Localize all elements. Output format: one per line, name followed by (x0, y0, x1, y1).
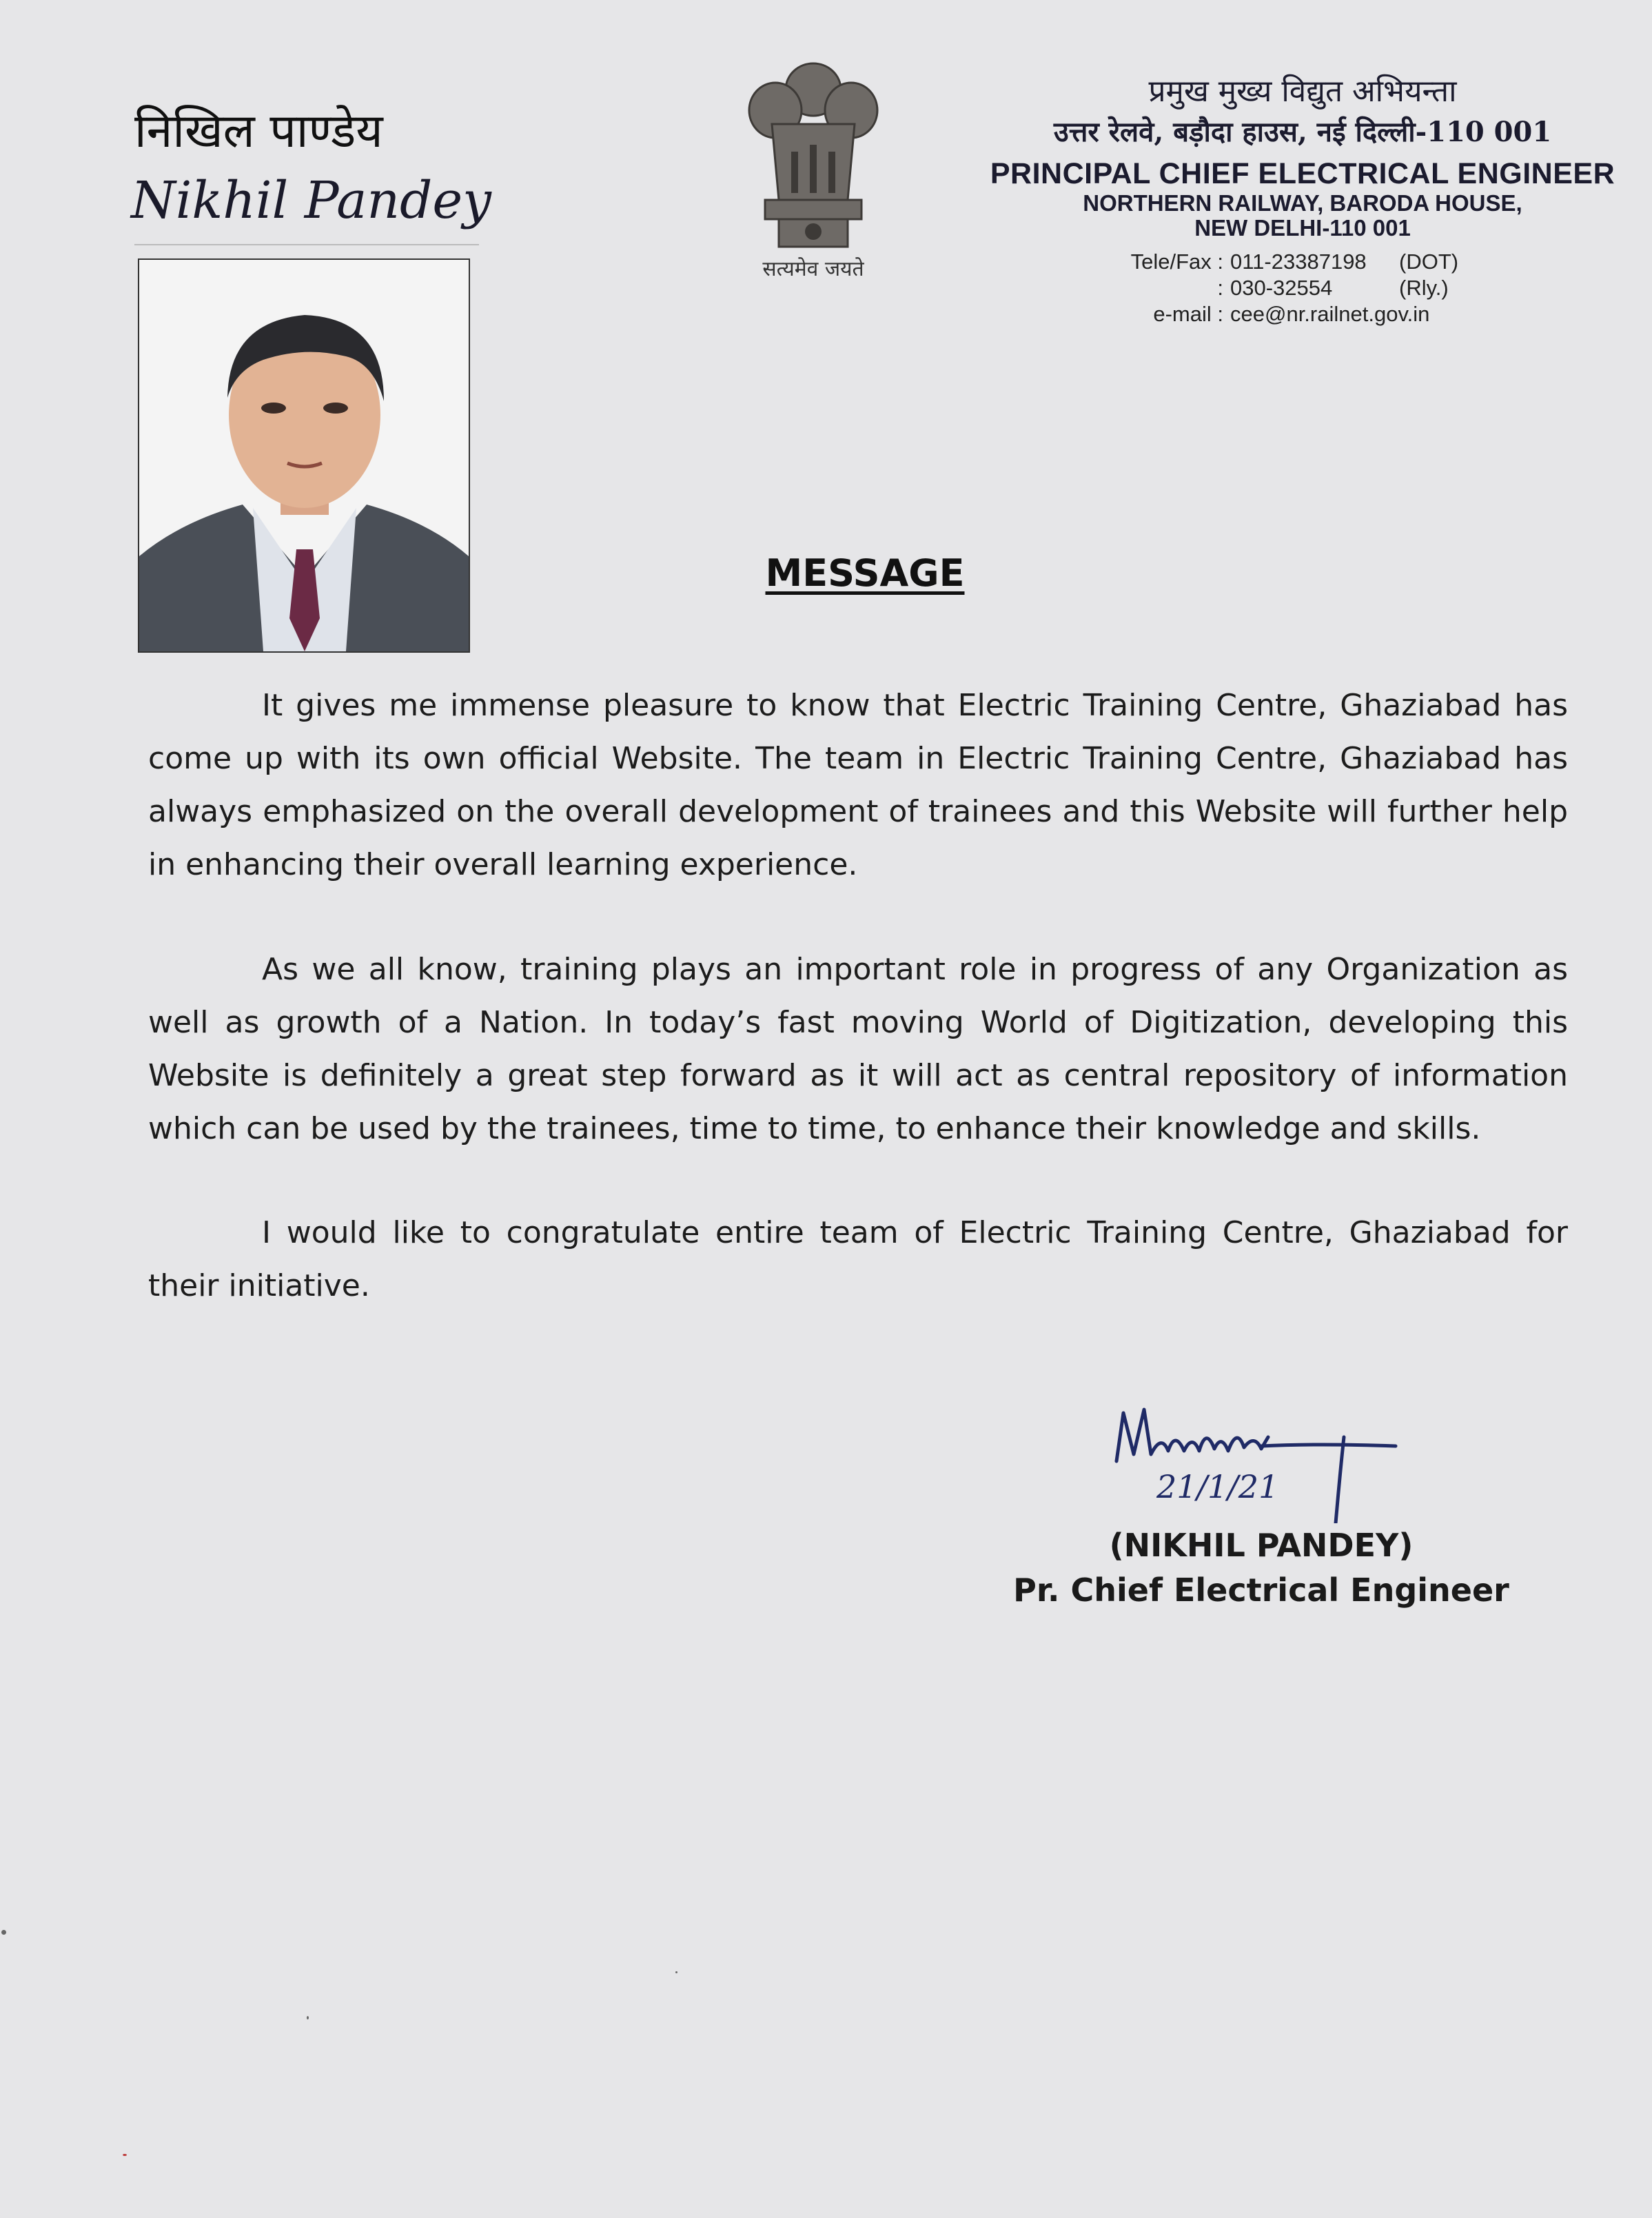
email-address[interactable]: cee@nr.railnet.gov.in (1230, 302, 1430, 326)
telefax-label: Tele/Fax : (1130, 250, 1223, 274)
paragraph-2: As we all know, training plays an important role in progress of any Organization as well as growth of a Nation. In today’s fast moving World of Digitization, developing this Website is definitely a great step forward as it will act as central repository of information which can be used by the trainees, time to time, to enhance their knowledge and skills. (148, 952, 1568, 1146)
email-label: e-mail : (1153, 302, 1223, 326)
letterhead-title: PRINCIPAL CHIEF ELECTRICAL ENGINEER (990, 157, 1615, 190)
scan-speck (1, 1930, 6, 1935)
letterhead-title-hindi: प्रमुख मुख्य विद्युत अभियन्ता (1148, 74, 1457, 109)
telefax-number: 011-23387198 (1230, 250, 1367, 274)
scan-speck (675, 1971, 677, 1973)
national-emblem-icon (737, 48, 889, 269)
letterhead-address-line1: NORTHERN RAILWAY, BARODA HOUSE, (1083, 190, 1522, 216)
emblem-motto: सत्यमेव जयते (762, 257, 864, 281)
paragraph-3: I would like to congratulate entire team of Electric Training Centre, Ghaziabad for their initiative. (148, 1215, 1568, 1303)
sender-name-script: Nikhil Pandey (131, 171, 491, 230)
telefax-note: (DOT) (1399, 250, 1459, 274)
sender-name-hindi: निखिल पाण्डेय (134, 104, 383, 159)
letterhead-address-hindi: उत्तर रेलवे, बड़ौदा हाउस, नई दिल्ली-110 001 (1053, 116, 1552, 148)
alt-phone-label: : (1217, 276, 1223, 300)
signatory-designation: Pr. Chief Electrical Engineer (1013, 1571, 1509, 1609)
message-paragraph (148, 943, 1568, 1155)
message-paragraph (148, 1206, 1568, 1312)
paragraph-1: It gives me immense pleasure to know that Electric Training Centre, Ghaziabad has come up with its own official Website. The team in Electric Training Centre, Ghaziabad has always emphasized on the overall development of trainees and this Website will further help in enhancing their overall learning experience. (148, 688, 1568, 882)
alt-phone-number: 030-32554 (1230, 276, 1333, 300)
signatory-name: (NIKHIL PANDEY) (1109, 1527, 1414, 1564)
signature-date: 21/1/21 (1156, 1468, 1279, 1505)
scan-speck (307, 2016, 309, 2019)
message-heading: MESSAGE (765, 551, 965, 595)
letterhead-address-line2: NEW DELHI-110 001 (1194, 215, 1411, 241)
message-paragraph (148, 679, 1568, 891)
name-divider (134, 244, 479, 245)
alt-phone-note: (Rly.) (1399, 276, 1449, 300)
scan-speck (123, 2154, 127, 2156)
